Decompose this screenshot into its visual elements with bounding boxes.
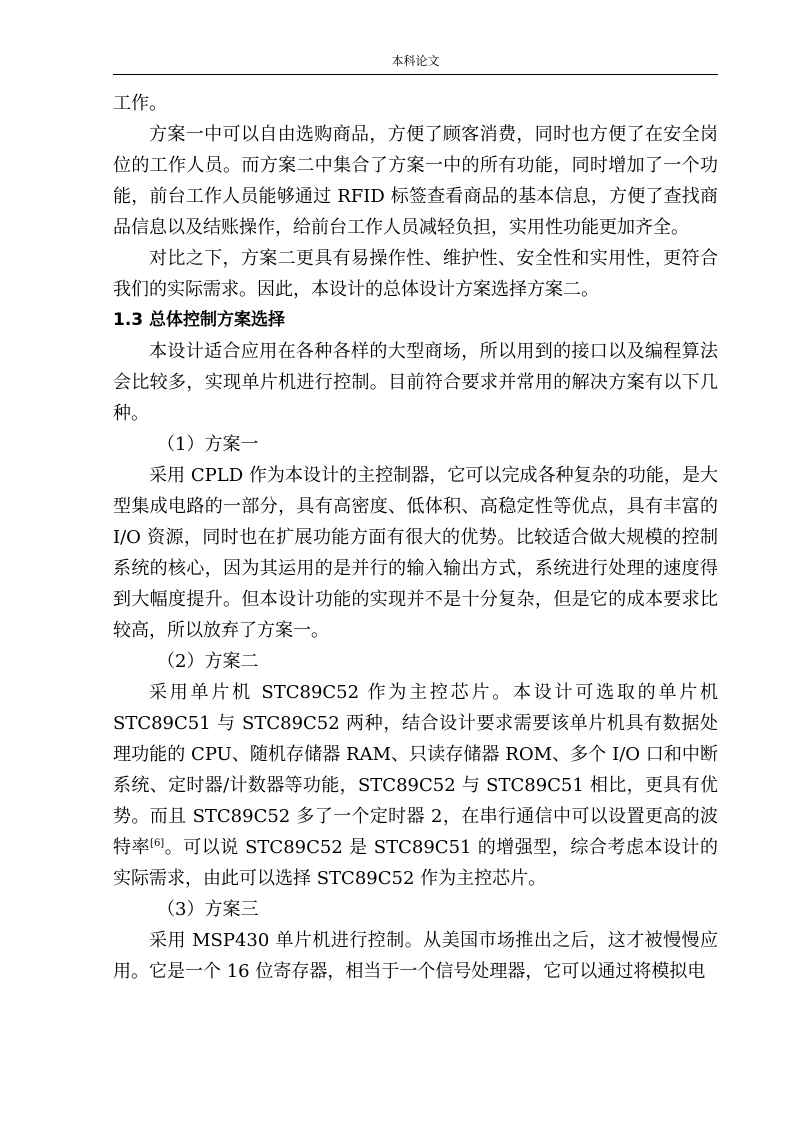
paragraph-text: 。可以说 STC89C52 是 STC89C51 的增强型，综合考虑本设计的实际需求，由此可以选择 STC89C52 作为主控芯片。	[113, 837, 718, 889]
paragraph-text: 采用单片机 STC89C52 作为主控芯片。本设计可选取的单片机 STC89C51 与 STC89C52 两种，结合设计要求需要该单片机具有数据处理功能的 CPU、随机存储器 RAM、只读存储器 ROM、多个 I/O 口和中断系统、定时器/计数器等功能，STC89C52 与 STC89C51 相比，更具有优势。而且 STC89C52 多了一个定时器 2，在串行通信中可以设置更高的波特率	[113, 682, 718, 858]
subheading: （3）方案三	[157, 899, 259, 920]
body-text	[113, 88, 718, 987]
paragraph: 工作。	[113, 93, 167, 114]
paragraph: 对比之下，方案二更具有易操作性、维护性、安全性和实用性，更符合我们的实际需求。因此，本设计的总体设计方案选择方案二。	[113, 248, 718, 300]
citation-ref: [6]	[150, 838, 165, 849]
section-heading: 1.3 总体控制方案选择	[113, 310, 286, 330]
paragraph: 本设计适合应用在各种各样的大型商场，所以用到的接口以及编程算法会比较多，实现单片机进行控制。目前符合要求并常用的解决方案有以下几种。	[113, 341, 718, 424]
paragraph: 方案一中可以自由选购商品，方便了顾客消费，同时也方便了在安全岗位的工作人员。而方案二中集合了方案一中的所有功能，同时增加了一个功能，前台工作人员能够通过 RFID 标签查看商品的基本信息，方便了查找商品信息以及结账操作，给前台工作人员减轻负担，实用性功能更加齐全。	[113, 124, 718, 238]
paragraph: 采用 CPLD 作为本设计的主控制器，它可以完成各种复杂的功能，是大型集成电路的一部分，具有高密度、低体积、高稳定性等优点，具有丰富的 I/O 资源，同时也在扩展功能方面有很大的优势。比较适合做大规模的控制系统的核心，因为其运用的是并行的输入输出方式，系统进行处理的速度得到大幅度提升。但本设计功能的实现并不是十分复杂，但是它的成本要求比较高，所以放弃了方案一。	[113, 465, 718, 641]
header-rule	[113, 74, 718, 75]
page-header: 本科论文	[391, 54, 440, 68]
subheading: （1）方案一	[157, 434, 259, 455]
subheading: （2）方案二	[157, 651, 259, 672]
paragraph	[113, 677, 718, 894]
paragraph: 采用 MSP430 单片机进行控制。从美国市场推出之后，这才被慢慢应用。它是一个 16 位寄存器，相当于一个信号处理器，它可以通过将模拟电	[113, 930, 718, 982]
